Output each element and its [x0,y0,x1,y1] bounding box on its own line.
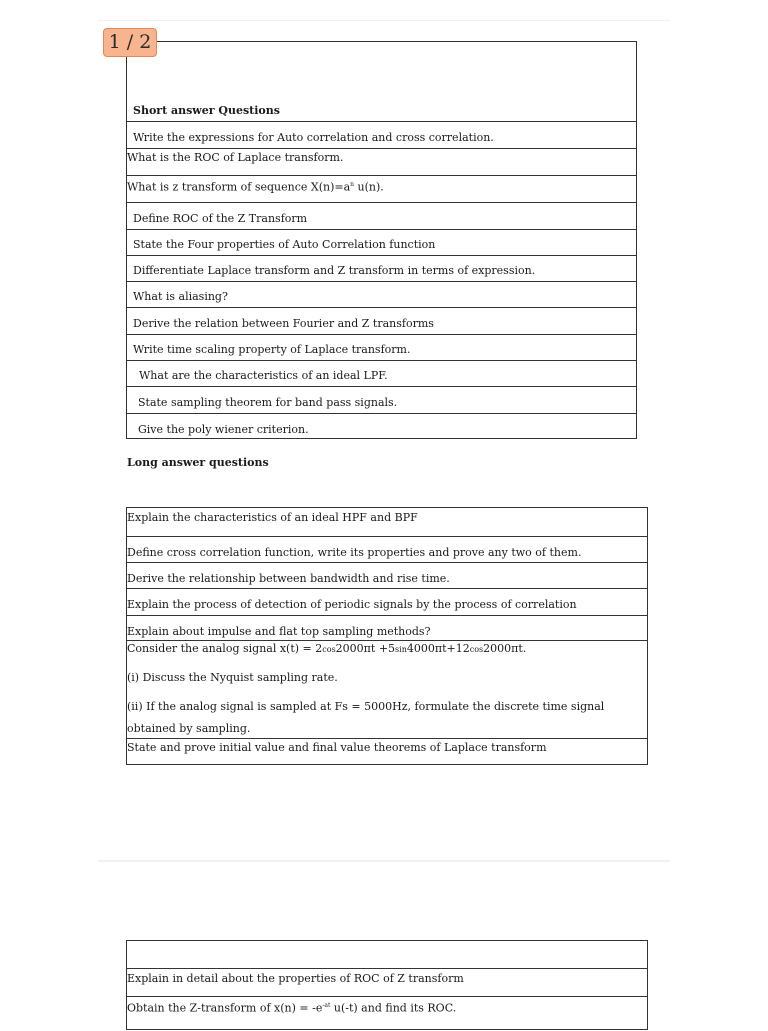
question-text: What is aliasing? [133,290,228,303]
question-text: State and prove initial value and final value theorems of Laplace transform [127,741,547,754]
small-function: sin [395,645,407,654]
question-part: 2000πt. [483,642,527,655]
small-function: cos [322,645,336,654]
table-row [127,229,636,255]
table-row [127,175,636,202]
question-text: State sampling theorem for band pass signals. [138,396,398,409]
superscript: n [350,181,355,188]
question-lead: Consider the analog signal x(t) = 2 [127,642,323,655]
question-text: Differentiate Laplace transform and Z transform in terms of expression. [133,264,536,277]
table-row [127,996,647,1031]
table-row [127,508,647,536]
question-lead: Obtain the Z-transform of x(n) = -e [127,1001,323,1015]
page-top-edge [98,20,670,21]
small-function: cos [469,645,484,654]
table-row [127,941,647,968]
table-row [127,148,636,175]
superscript: -at [322,1002,331,1009]
question-text [127,642,526,656]
table-row [127,255,636,281]
short-answer-table [126,41,637,439]
question-text: Explain in detail about the properties of ROC of Z transform [127,972,464,985]
page2-table [126,940,648,1030]
question-text: Explain the characteristics of an ideal HPF and BPF [127,511,418,524]
table-row [127,588,647,615]
table-row [127,121,636,148]
question-text: Write the expressions for Auto correlation and cross correlation. [133,131,494,144]
table-row [127,615,647,640]
table-row [127,202,636,229]
question-text [127,999,456,1015]
table-row [127,386,636,413]
question-tail: u(n). [354,180,384,194]
question-part: 2000πt +5 [335,642,396,655]
question-tail: u(-t) and find its ROC. [330,1001,457,1015]
question-text: Write time scaling property of Laplace transform. [133,343,411,356]
table-row [127,968,647,996]
page-indicator-badge[interactable]: 1 / 2 [103,28,157,57]
table-row [127,307,636,334]
table-row [127,640,647,738]
question-text: State the Four properties of Auto Correlation function [133,238,436,251]
question-part-ii-continued: obtained by sampling. [127,722,251,735]
question-part-ii: (ii) If the analog signal is sampled at Fs = 5000Hz, formulate the discrete time signal [127,700,605,713]
table-row [127,281,636,307]
table-row [127,334,636,360]
question-text: Give the poly wiener criterion. [138,423,309,436]
question-text: What is the ROC of Laplace transform. [127,151,344,164]
table-row [127,360,636,386]
question-part-i: (i) Discuss the Nyquist sampling rate. [127,671,338,684]
question-lead: What is z transform of sequence X(n)=a [127,180,351,194]
question-text: Derive the relationship between bandwidth and rise time. [127,572,450,585]
table-row [127,536,647,562]
question-text: Explain about impulse and flat top sampling methods? [127,625,431,638]
question-text [127,178,384,194]
table-row [127,413,636,440]
long-answer-title: Long answer questions [127,456,269,469]
question-text: Define ROC of the Z Transform [133,212,308,225]
question-text: Define cross correlation function, write its properties and prove any two of them. [127,546,582,559]
table-row [127,738,647,766]
long-answer-table [126,507,648,765]
question-part: 4000πt+12 [406,642,470,655]
question-text: Derive the relation between Fourier and Z transforms [133,317,434,330]
short-answer-header: Short answer Questions [133,104,280,117]
table-row [127,562,647,588]
question-text: Explain the process of detection of periodic signals by the process of correlation [127,598,577,611]
question-text: What are the characteristics of an ideal LPF. [139,369,388,382]
page-break [98,860,670,862]
table-row [127,42,636,121]
